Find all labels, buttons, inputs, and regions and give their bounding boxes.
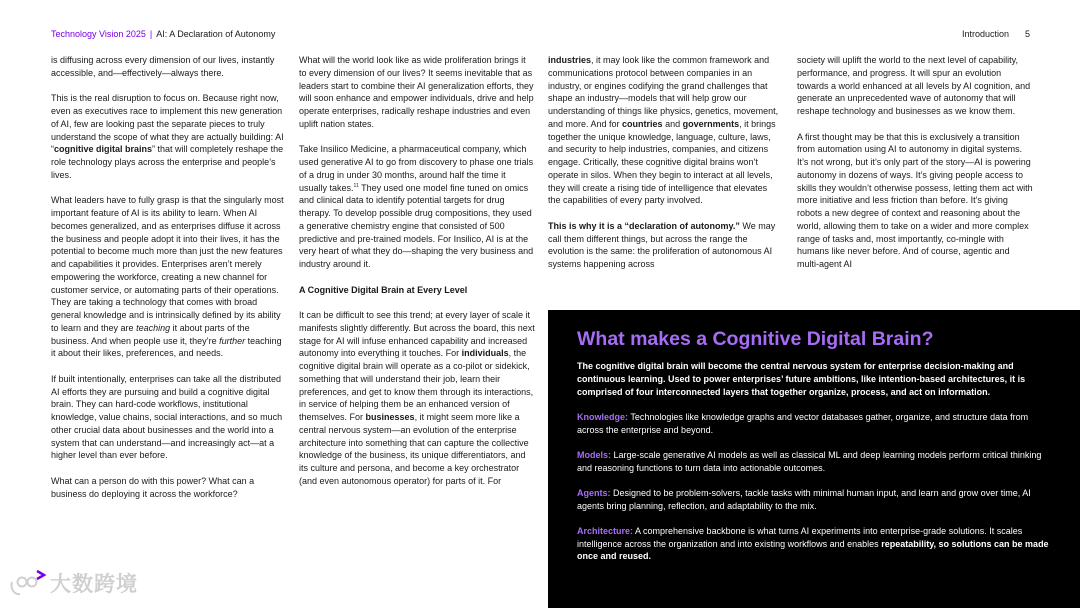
- callout-title: What makes a Cognitive Digital Brain?: [577, 328, 934, 350]
- paragraph: is diffusing across every dimension of our lives, instantly accessible, and—effectively—always there.: [51, 55, 275, 78]
- section-name: Introduction: [961, 29, 1009, 39]
- callout-item-agents: Agents: Designed to be problem-solvers, tackle tasks with minimal human input, and learn and grow over time, AI agents bring planning, reflection, and adaptability to the mix.: [577, 487, 1031, 511]
- text-column-2: [299, 54, 535, 500]
- header-left: [51, 29, 275, 39]
- callout-item-architecture: Architecture: A comprehensive backbone is what turns AI experiments into enterprise-grade solutions. It scales intelligence across the organization and into existing workflows and enables repeatability, so solutions can be made once and reused.: [577, 525, 1049, 562]
- paragraph: society will uplift the world to the next level of capability, performance, and progress. It will spur an evolution towards a world enhanced at all levels by AI cognition, and generate an unprecedented wave of autonomy that will reshape technology and businesses as we know them.: [797, 55, 1031, 116]
- watermark-icon: [8, 568, 48, 598]
- page-number: 5: [1024, 29, 1030, 39]
- brand-name: Technology Vision 2025: [51, 29, 146, 39]
- header-separator: |: [149, 29, 153, 39]
- paragraph: Take Insilico Medicine, a pharmaceutical company, which used generative AI to go from discovery to phase one trials of a drug in under 30 months, around half the time it usually takes.$^{11}$ They used one model fine tuned on omics and clinical data to identify potential targets for drug therapy. To develop possible drug compositions, they used a generative chemistry engine that consisted of 500 predictive and pre-trained models. For Insilico, AI is at the very heart of what they do—shaping the very business and industry around it.: [299, 144, 534, 269]
- watermark-text: 大数跨境: [50, 573, 138, 596]
- watermark-logo: [8, 568, 138, 598]
- callout-item-knowledge: Knowledge: Technologies like knowledge graphs and vector databases gather, organize, and structure data from across the enterprise and beyond.: [577, 411, 1029, 435]
- section-heading: A Cognitive Digital Brain at Every Level: [299, 284, 468, 295]
- paragraph: It can be difficult to see this trend; at every layer of scale it manifests slightly differently. But across the board, this next stage for AI will infuse enhanced capability and increased autonomy into everything it touches. For individuals, the cognitive digital brain will operate as a co-pilot or sidekick, something that will understand their job, learn their preferences, and get to know them through its interactions, in service of helping them be an enhanced version of themselves. For businesses, it might seem more like a central nervous system—an evolution of the enterprise architecture into something that can capture the collective knowledge of the business, its unique differentiators, and its culture and persona, and become a key orchestrator (and even autonomous operator) for parts of it. For: [299, 310, 535, 486]
- paragraph: What can a person do with this power? What can a business do deploying it across the workforce?: [51, 475, 255, 499]
- paragraph: This is why it is a “declaration of autonomy.” We may call them different things, but across the range the evolution is the same: the proliferation of autonomous AI systems happening across: [548, 220, 776, 269]
- report-title: AI: A Declaration of Autonomy: [156, 29, 276, 39]
- cognitive-brain-callout: [548, 310, 1080, 608]
- text-column-4: [797, 54, 1033, 284]
- paragraph: This is the real disruption to focus on. Because right now, even as executives race to implement this new generation of AI, few are looking past the separate pieces to truly understand the scope of what they are actually building: AI “cognitive digital brains” that will completely reshape the role technology plays across the enterprise and people’s lives.: [51, 93, 284, 180]
- callout-intro: The cognitive digital brain will become the central nervous system for enterprise decision-making and continuous learning. Used to power enterprises’ future ambitions, like intention-based architectures, it is comprised of four interconnected layers that together organize, process, and act on information.: [577, 361, 1026, 397]
- footnote-ref[interactable]: 11: [353, 182, 359, 189]
- text-column-3: [548, 54, 780, 284]
- paragraph: What leaders have to fully grasp is that the singularly most important feature of AI is its ability to learn. When AI becomes generalized, and as enterprises diffuse it across the business and people adopt it into their lives, it has the potential to become much more than just the new features and capabilities it provides. Enterprises aren’t merely empowering the workforce, creating a new channel for customer service, or automating parts of their operations. They are taking a technology that comes with broad general knowledge and is intrinsically defined by its ability to learn and they are teaching it about parts of the business. And when people use it, they’re further teaching it about their likes, preferences, and needs.: [51, 195, 284, 359]
- text-column-1: [51, 54, 287, 513]
- paragraph: industries, it may look like the common framework and communications protocol between companies in an industry, or engines codifying the grand challenges that shape an industry—models that will help grow our understanding of things like physics, genetics, movement, and more. And for countries and governments, it brings together the unique knowledge, language, culture, laws, and security to help industries, companies, and citizens engage. Critically, these cognitive digital brains won’t operate in silos. When they begin to interact at all levels, they will create a rising tide of intelligence that elevates the capabilities of every party involved.: [548, 55, 779, 206]
- callout-item-models: Models: Large-scale generative AI models as well as classical ML and deep learning models perform critical thinking and reasoning functions to turn data into actionable outcomes.: [577, 449, 1042, 473]
- paragraph: If built intentionally, enterprises can take all the distributed AI efforts they are pursuing and build a cognitive digital brain. They can hard-code workflows, institutional knowledge, value chains, social interactions, and so much other crucial data about businesses and the world into a system that can understand—and increasingly act—at a higher level than ever before.: [51, 373, 283, 461]
- header-right: [962, 29, 1030, 39]
- paragraph: What will the world look like as wide proliferation brings it to every dimension of our lives? It seems inevitable that as leaders start to combine their AI generalization efforts, they will soon enhance and empower individuals, drive and help operate enterprises, radically reshape industries and even uplift nation states.: [299, 55, 534, 129]
- paragraph: A first thought may be that this is exclusively a transition from automation using AI to autonomy in digital systems. It’s not wrong, but it’s only part of the story—AI is powering autonomy in dozens of ways. It’s giving people access to skills they wouldn’t otherwise possess, letting them act with more initiative and less friction than before. It’s giving robots a new degree of context and reasoning about the world, allowing them to take on a wider and more complex range of tasks and, most importantly, co-mingle with humans like never before. And of course, agentic and multi-agent AI: [797, 131, 1033, 269]
